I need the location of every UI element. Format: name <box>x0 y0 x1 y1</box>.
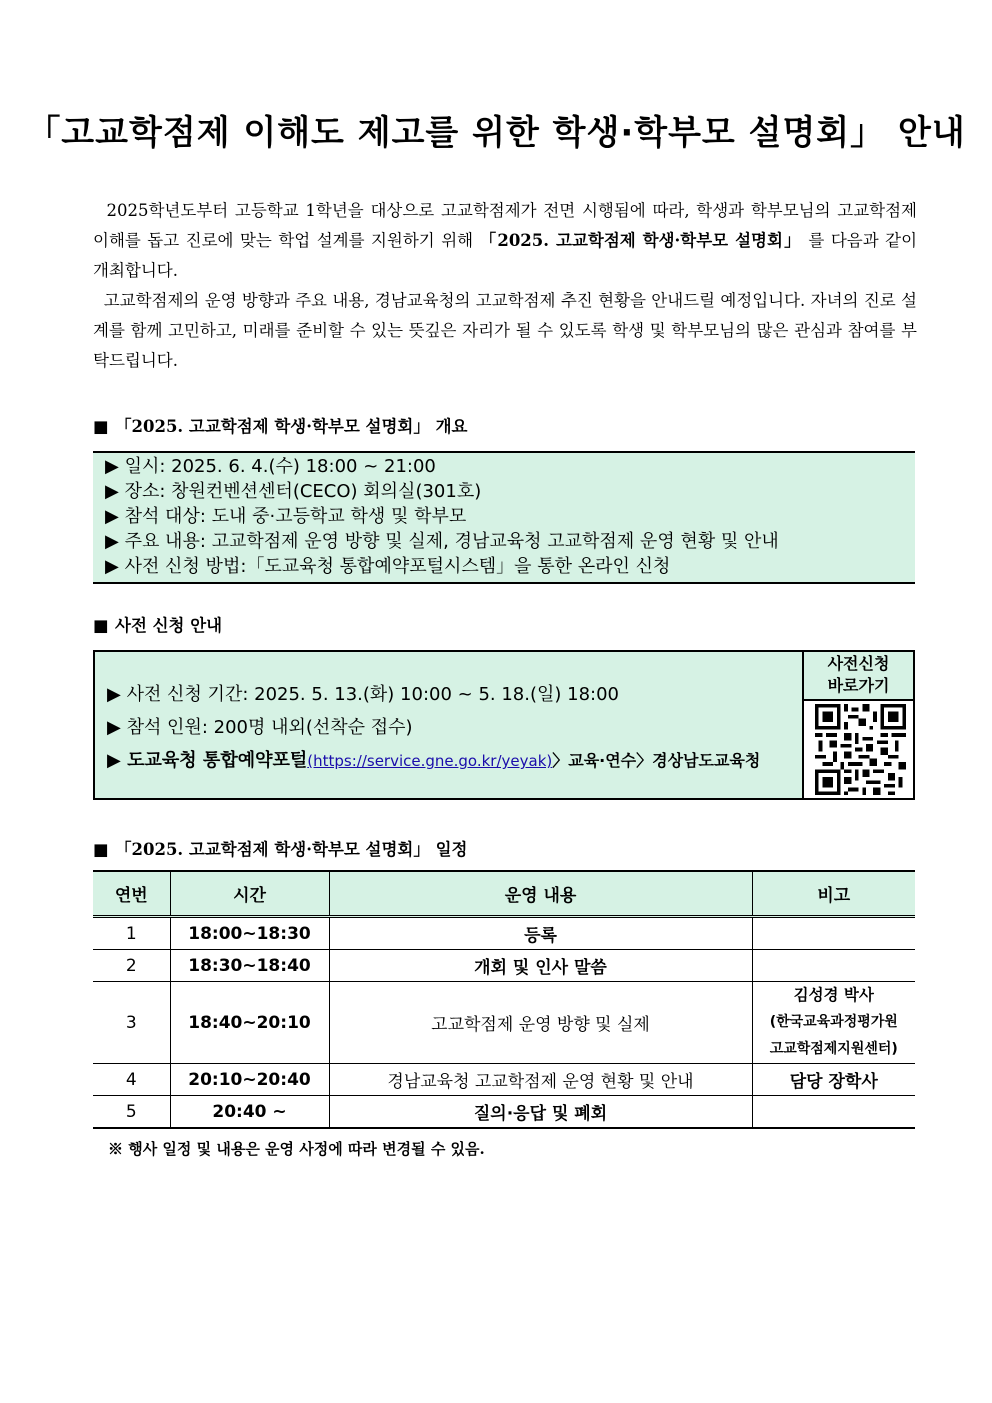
note-line-1: 김성경 박사 <box>793 986 874 1004</box>
overview-item-target: ▶ 참석 대상: 도내 중·고등학교 학생 및 학부모 <box>105 506 467 527</box>
apply-capacity: ▶ 참석 인원: 200명 내외(선착순 접수) <box>107 717 413 738</box>
row-time: 18:00~18:30 <box>170 917 329 950</box>
apply-box <box>93 650 915 800</box>
row-time: 20:10~20:40 <box>170 1064 329 1096</box>
square-bullet-icon: ■ <box>93 417 109 436</box>
row-note <box>752 1096 915 1129</box>
overview-item-place: ▶ 장소: 창원컨벤션센터(CECO) 회의실(301호) <box>105 481 482 502</box>
row-content: 경남교육청 고교학점제 운영 현황 및 안내 <box>329 1064 752 1096</box>
row-no: 4 <box>93 1064 170 1096</box>
intro-paragraph-2 <box>93 286 917 376</box>
intro-p1-b: 를 다음과 같이 개최합니다. <box>93 231 918 280</box>
row-content: 개회 및 인사 말씀 <box>329 950 752 982</box>
overview-item-method: ▶ 사전 신청 방법:「도교육청 통합예약포털시스템」을 통한 온라인 신청 <box>105 556 671 577</box>
header-time: 시간 <box>170 871 329 917</box>
row-content: 질의·응답 및 폐회 <box>329 1096 752 1129</box>
overview-item-content: ▶ 주요 내용: 고교학점제 운영 방향 및 실제, 경남교육청 고교학점제 운영 현황 및 안내 <box>105 531 779 552</box>
row-note <box>752 950 915 982</box>
intro-p2: 고교학점제의 운영 방향과 주요 내용, 경남교육청의 고교학점제 추진 현황을 안내드릴 예정입니다. 자녀의 진로 설계를 함께 고민하고, 미래를 준비할 수 있는 뜻깊은 자리가 될 수 있도록 학생 및 학부모님의 많은 관심과 참여를 부탁드립니다. <box>93 291 917 370</box>
qr-panel <box>804 652 913 798</box>
table-header-row <box>93 871 915 917</box>
header-content: 운영 내용 <box>329 871 752 917</box>
apply-heading-text: 사전 신청 안내 <box>115 616 223 635</box>
portal-prefix: ▶ 도교육청 통합예약포털 <box>107 750 308 771</box>
row-time: 20:40 ~ <box>170 1096 329 1129</box>
row-note <box>752 982 915 1064</box>
row-note: 담당 장학사 <box>752 1064 915 1096</box>
document-title: 「고교학점제 이해도 제고를 위한 학생·학부모 설명회」 안내 <box>26 113 966 153</box>
square-bullet-icon: ■ <box>93 616 109 635</box>
intro-text <box>93 196 917 376</box>
row-content: 등록 <box>329 917 752 950</box>
schedule-heading-text: 「2025. 고교학점제 학생·학부모 설명회」 일정 <box>115 840 468 859</box>
row-time: 18:40~20:10 <box>170 982 329 1064</box>
overview-item-datetime: ▶ 일시: 2025. 6. 4.(수) 18:00 ~ 21:00 <box>105 456 436 477</box>
row-time: 18:30~18:40 <box>170 950 329 982</box>
footnote: ※ 행사 일정 및 내용은 운영 사정에 따라 변경될 수 있음. <box>108 1140 485 1158</box>
table-row <box>93 1064 915 1096</box>
portal-link[interactable]: (https://service.gne.go.kr/yeyak) <box>307 752 553 770</box>
apply-period: ▶ 사전 신청 기간: 2025. 5. 13.(화) 10:00 ~ 5. 18.(일) 18:00 <box>107 684 619 705</box>
apply-heading <box>93 613 222 639</box>
qr-label-line-2: 바로가기 <box>827 676 890 695</box>
apply-info <box>95 652 804 798</box>
table-row <box>93 950 915 982</box>
table-row <box>93 917 915 950</box>
square-bullet-icon: ■ <box>93 840 109 859</box>
qr-code-icon[interactable] <box>815 704 906 795</box>
row-note <box>752 917 915 950</box>
header-note: 비고 <box>752 871 915 917</box>
overview-box <box>93 451 915 584</box>
event-name-bold: 「2025. 고교학점제 학생·학부모 설명회」 <box>479 231 802 250</box>
note-line-2: (한국교육과정평가원 <box>769 1014 898 1030</box>
row-no: 2 <box>93 950 170 982</box>
qr-label-line-1: 사전신청 <box>827 654 890 673</box>
intro-paragraph-1 <box>93 196 917 286</box>
portal-path: 〉교육·연수〉경상남도교육청 <box>552 751 761 770</box>
note-line-3: 고교학점제지원센터) <box>769 1041 898 1057</box>
row-no: 3 <box>93 982 170 1064</box>
qr-label <box>804 652 913 701</box>
overview-heading <box>93 414 467 440</box>
table-row <box>93 1096 915 1129</box>
apply-portal <box>95 744 760 778</box>
intro-p1-a: 2025학년도부터 고등학교 1학년을 대상으로 고교학점제가 전면 시행됨에 따라, 학생과 학부모님의 고교학점제 이해를 돕고 진로에 맞는 학업 설계를 지원하기 위해 <box>93 201 917 250</box>
overview-heading-text: 「2025. 고교학점제 학생·학부모 설명회」 개요 <box>115 417 468 436</box>
row-no: 1 <box>93 917 170 950</box>
row-no: 5 <box>93 1096 170 1129</box>
schedule-table <box>93 870 915 1129</box>
header-no: 연번 <box>93 871 170 917</box>
table-row <box>93 982 915 1064</box>
schedule-heading <box>93 837 467 863</box>
row-content: 고교학점제 운영 방향 및 실제 <box>329 982 752 1064</box>
